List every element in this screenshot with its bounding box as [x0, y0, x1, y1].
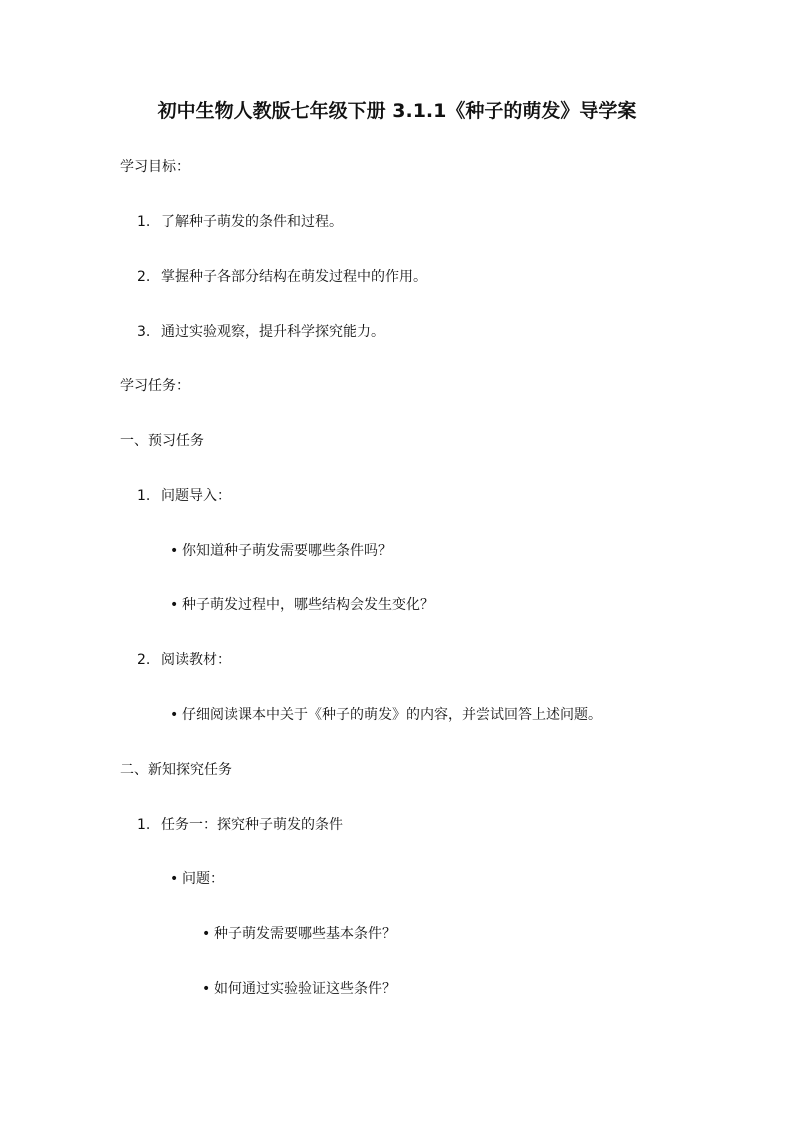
bullet-icon: •	[170, 871, 179, 887]
preview-item-label: 问题导入：	[161, 488, 231, 504]
list-number: 1.	[137, 214, 151, 230]
objective-item	[137, 322, 385, 342]
bullet-item	[170, 705, 602, 725]
objective-item	[137, 212, 343, 232]
document-title: 初中生物人教版七年级下册 3.1.1《种子的萌发》导学案	[157, 100, 637, 122]
bullet-icon: •	[170, 597, 179, 613]
preview-item-label: 阅读教材：	[161, 652, 231, 668]
objective-text: 掌握种子各部分结构在萌发过程中的作用。	[161, 269, 427, 285]
list-number: 3.	[137, 324, 151, 340]
bullet-icon: •	[202, 926, 211, 942]
list-number: 2.	[137, 652, 151, 668]
bullet-text: 种子萌发过程中，哪些结构会发生变化？	[182, 597, 434, 613]
bullet-text: 如何通过实验验证这些条件？	[214, 981, 396, 997]
objective-item	[137, 267, 427, 287]
explore-item-label: 任务一：探究种子萌发的条件	[161, 817, 343, 833]
preview-item	[137, 486, 231, 506]
preview-heading: 一、预习任务	[120, 433, 204, 449]
bullet-item	[170, 541, 392, 561]
bullet-icon: •	[202, 981, 211, 997]
bullet-text: 仔细阅读课本中关于《种子的萌发》的内容，并尝试回答上述问题。	[182, 707, 602, 723]
bullet-item	[170, 595, 434, 615]
bullet-icon: •	[170, 707, 179, 723]
nested-bullet-item	[202, 924, 396, 944]
preview-item	[137, 650, 231, 670]
bullet-text: 问题：	[182, 871, 224, 887]
bullet-text: 你知道种子萌发需要哪些条件吗？	[182, 543, 392, 559]
bullet-item	[170, 869, 224, 889]
objective-text: 了解种子萌发的条件和过程。	[161, 214, 343, 230]
list-number: 2.	[137, 269, 151, 285]
nested-bullet-item	[202, 979, 396, 999]
tasks-heading: 学习任务：	[120, 378, 190, 394]
objective-text: 通过实验观察，提升科学探究能力。	[161, 324, 385, 340]
objectives-heading: 学习目标：	[120, 159, 190, 175]
explore-item	[137, 815, 343, 835]
bullet-text: 种子萌发需要哪些基本条件？	[214, 926, 396, 942]
bullet-icon: •	[170, 543, 179, 559]
list-number: 1.	[137, 488, 151, 504]
list-number: 1.	[137, 817, 151, 833]
explore-heading: 二、新知探究任务	[120, 762, 232, 778]
